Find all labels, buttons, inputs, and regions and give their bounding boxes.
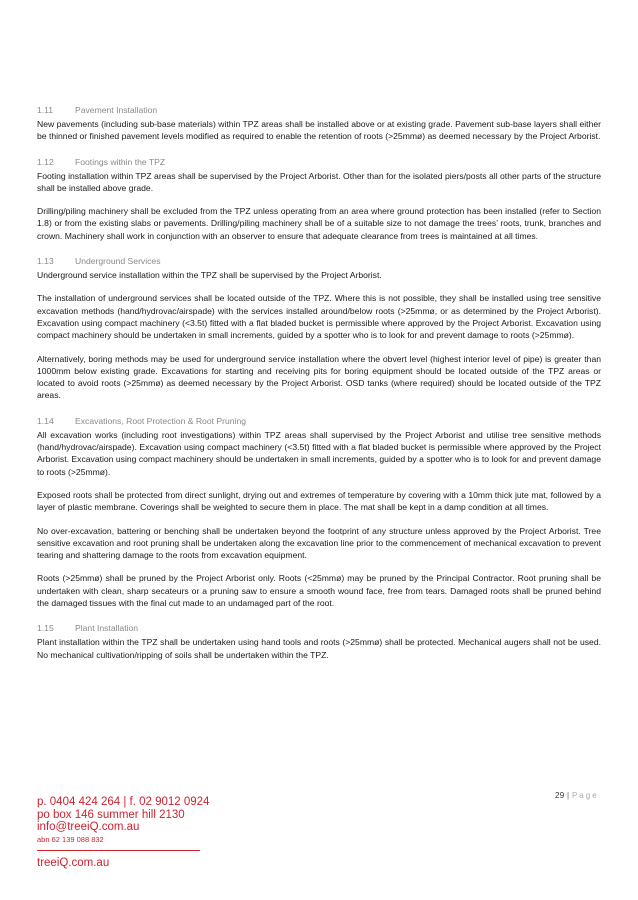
abn-number: abn 62 139 088 832 — [37, 834, 104, 844]
website-address: treeiQ.com.au — [37, 856, 110, 869]
footer-divider — [37, 850, 200, 851]
section-heading — [37, 104, 601, 116]
section-heading — [37, 415, 601, 427]
section-paragraph: Exposed roots shall be protected from direct sunlight, drying out and extremes of temperature by covering with a 10mm thick jute mat, followed by a layer of plastic membrane. Coverings shall be weighted to secure them in place. The mat shall be kept in a damp condition at all times. — [37, 489, 601, 513]
section-paragraph: No over-excavation, battering or benching shall be undertaken beyond the footprint of any structure unless approved by the Project Arborist. Tree sensitive excavation and root pruning shall be undertaken along the excavation line prior to the commencement of mechanical excavation to prevent tearing and shattering damage to the roots from excavation equipment. — [37, 525, 601, 561]
page-number — [555, 791, 599, 800]
section-heading — [37, 156, 601, 168]
section-paragraph: Roots (>25mmø) shall be pruned by the Project Arborist only. Roots (<25mmø) may be pruned by the Principal Contractor. Root pruning shall be undertaken with clean, sharp secateurs or a pruning saw to ensure a smooth wound face, free from tears. Damaged roots shall be pruned behind the damaged tissues with the final cut made to an undamaged part of the root. — [37, 573, 601, 609]
section-title: Excavations, Root Protection & Root Pruning — [75, 415, 247, 426]
section-footings-within-tpz — [37, 156, 601, 242]
section-title: Footings within the TPZ — [75, 156, 166, 167]
document-body — [37, 104, 601, 674]
section-number: 1.12 — [37, 156, 54, 167]
section-paragraph: Underground service installation within the TPZ shall be supervised by the Project Arborist. — [37, 270, 382, 281]
section-paragraph: Plant installation within the TPZ shall be undertaken using hand tools and roots (>25mmø) shall be protected. Mechanical augers shall not be used. No mechanical cultivation/ripping of soils shall be undertaken within the TPZ. — [37, 637, 601, 660]
po-box-address: po box 146 summer hill 2130 — [37, 808, 185, 821]
page-number-label: Page — [571, 791, 599, 800]
section-plant-installation — [37, 622, 601, 661]
section-paragraph: Alternatively, boring methods may be used for underground service installation where the obvert level (highest interior level of pipe) is greater than 1000mm below existing grade. Excavations for starting and receiving pits for boring equipment should be located outside of the TPZ areas or located to avoid roots (>25mmø) as deemed necessary by the Project Arborist. OSD tanks (where required) should be located outside of the TPZ areas. — [37, 353, 601, 401]
section-number: 1.13 — [37, 256, 54, 267]
section-title: Pavement Installation — [75, 105, 158, 115]
section-paragraph: All excavation works (including root investigations) within TPZ areas shall supervised by the Project Arborist and utilise tree sensitive methods (hand/hydrovac/airspade). Excavation using compact machinery (<3.5t) fitted with a flat bladed bucket is permissible where approved by the Project Arborist. Excavation using compact machinery should be undertaken in small increments, guided by a spotter who is to look for and prevent damage to roots (>25mmø). — [37, 429, 601, 477]
section-heading — [37, 622, 601, 634]
section-number: 1.14 — [37, 415, 54, 426]
section-title: Plant Installation — [75, 623, 139, 634]
section-paragraph: The installation of underground services shall be located outside of the TPZ. Where this is not possible, they shall be installed using tree sensitive excavation methods (hand/hydrovac/airspade) with the services installed around/below roots (>25mmø, or as determined by the Project Arborist). Excavation using compact machinery (<3.5t) fitted with a flat bladed bucket is permissible where approved by the Project Arborist. Excavation using compact machinery should be undertaken in small increments, guided by a spotter who is to look for and prevent damage to roots (>25mmø). — [37, 293, 601, 341]
section-paragraph: New pavements (including sub-base materials) within TPZ areas shall be installed above or at existing grade. Pavement sub-base layers shall either be thinned or finished pavement levels modified as required to enable the retention of roots (>25mmø) as deemed necessary by the Project Arborist. — [37, 119, 601, 142]
email-address: info@treeiQ.com.au — [37, 821, 140, 833]
phone-fax-line: p. 0404 424 264 | f. 02 9012 0924 — [37, 796, 210, 808]
section-title: Underground Services — [75, 256, 161, 267]
section-underground-services — [37, 255, 601, 402]
section-excavations-root-protection — [37, 415, 601, 610]
page-number-value: 29 — [555, 791, 565, 800]
section-paragraph: Drilling/piling machinery shall be excluded from the TPZ unless operating from an area where ground protection has been installed (refer to Section 1.8) or from the existing slabs or pavements. Drilling/piling machinery shall be of a suitable size to not damage the trees’ roots, trunk, branches and crown. Machinery shall work in conjunction with an observer to ensure that adequate clearance from trees is maintained at all times. — [37, 206, 601, 241]
page-number-separator: | — [567, 791, 570, 800]
section-pavement-installation — [37, 104, 601, 143]
section-number: 1.15 — [37, 623, 54, 634]
section-heading — [37, 255, 601, 267]
contact-footer — [37, 796, 209, 869]
section-paragraph: Footing installation within TPZ areas shall be supervised by the Project Arborist. Other than for the isolated piers/posts all other parts of the structure shall be installed above grade. — [37, 170, 601, 193]
section-number: 1.11 — [37, 105, 54, 115]
